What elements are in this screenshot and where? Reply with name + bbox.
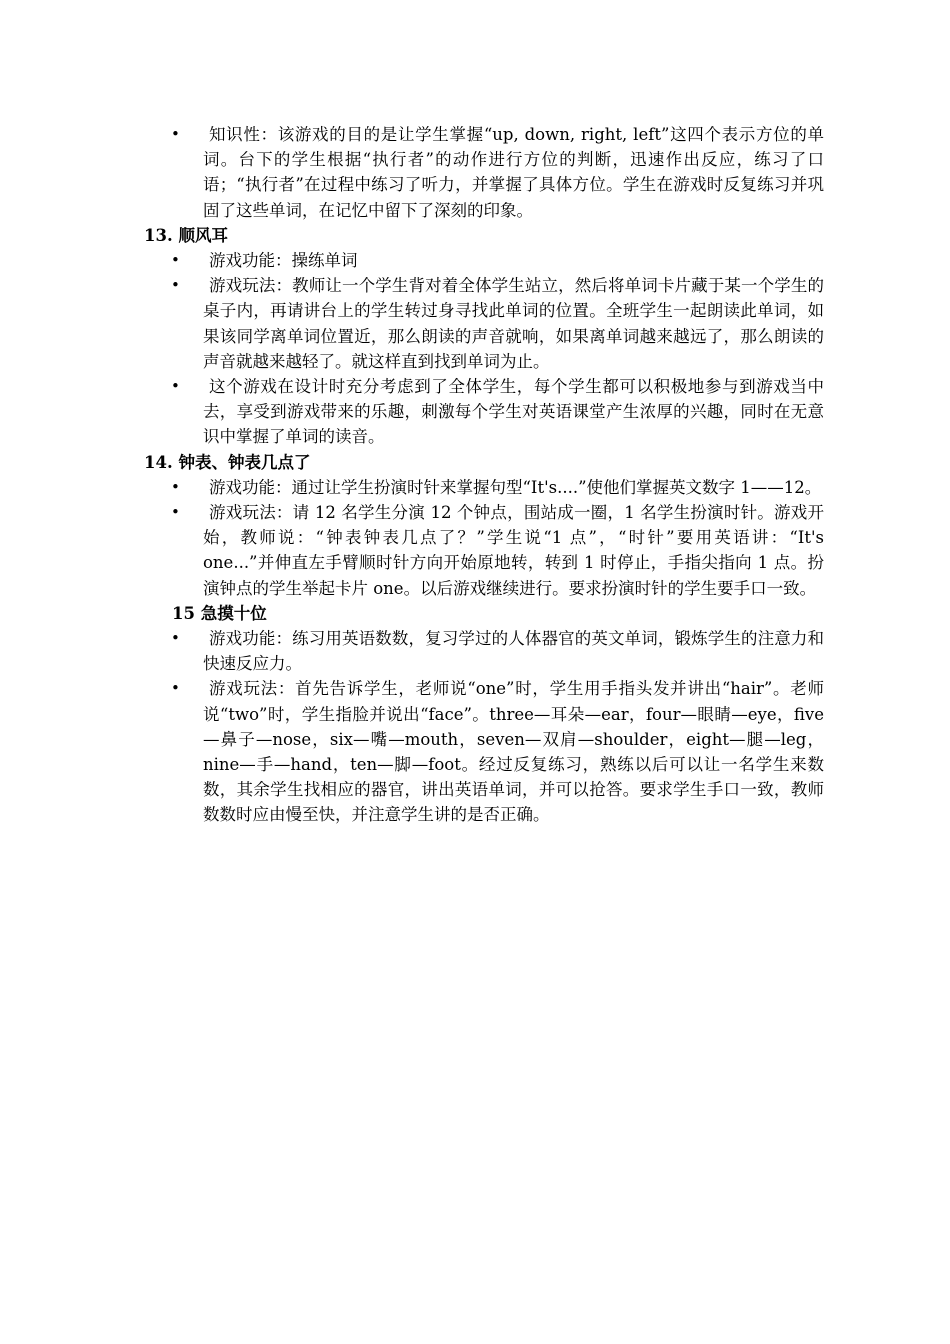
bullet-list bbox=[144, 626, 824, 828]
list-item-text: 这个游戏在设计时充分考虑到了全体学生，每个学生都可以积极地参与到游戏当中去，享受到游戏带来的乐趣，刺激每个学生对英语课堂产生浓厚的兴趣，同时在无意识中掌握了单词的读音。 bbox=[203, 377, 824, 447]
bullet-icon: • bbox=[171, 629, 180, 648]
bullet-list bbox=[144, 248, 824, 450]
list-item-text: 知识性：该游戏的目的是让学生掌握“up, down, right, left”这四个表示方位的单词。台下的学生根据“执行者”的动作进行方位的判断，迅速作出反应，练习了口语；“执行者”在过程中练习了听力，并掌握了具体方位。学生在游戏时反复练习并巩固了这些单词，在记忆中留下了深刻的印象。 bbox=[203, 125, 824, 220]
list-item-text: 游戏功能：操练单词 bbox=[209, 251, 358, 271]
bullet-icon: • bbox=[171, 377, 180, 396]
bullet-icon: • bbox=[171, 276, 180, 295]
document-body bbox=[144, 122, 824, 828]
list-item bbox=[144, 676, 824, 827]
list-item bbox=[144, 475, 824, 500]
list-item bbox=[144, 626, 824, 676]
bullet-icon: • bbox=[171, 477, 180, 496]
list-item bbox=[144, 500, 824, 601]
bullet-icon: • bbox=[171, 125, 180, 143]
section-heading: 13. 顺风耳 bbox=[144, 225, 228, 245]
list-item-text: 游戏功能：练习用英语数数，复习学过的人体器官的英文单词，锻炼学生的注意力和快速反应力。 bbox=[203, 629, 824, 674]
list-item-text: 游戏玩法：请 12 名学生分演 12 个钟点，围站成一圈，1 名学生扮演时针。游戏开始，教师说：“钟表钟表几点了？”学生说“1 点”，“时针”要用英语讲：“It's one...”并伸直左手臂顺时针方向开始原地转，转到 1 时停止，手指尖指向 1 点。扮演钟点的学生举起卡片 one。以后游戏继续进行。要求扮演时针的学生要手口一致。 bbox=[203, 503, 824, 598]
bullet-list bbox=[144, 475, 824, 601]
list-item bbox=[144, 374, 824, 450]
bullet-list bbox=[144, 122, 824, 223]
list-item bbox=[144, 248, 824, 273]
list-item bbox=[144, 273, 824, 374]
list-item-text: 游戏玩法：首先告诉学生，老师说“one”时，学生用手指头发并讲出“hair”。老师说“two”时，学生指脸并说出“face”。three—耳朵—ear，four—眼睛—eye，five—鼻子—nose，six—嘴—mouth，seven—双肩—shoulder，eight—腿—leg，nine—手—hand，ten—脚—foot。经过反复练习，熟练以后可以让一名学生来数数，其余学生找相应的器官，讲出英语单词，并可以抢答。要求学生手口一致，教师数数时应由慢至快，并注意学生讲的是否正确。 bbox=[203, 679, 824, 825]
bullet-icon: • bbox=[171, 503, 180, 522]
list-item-text: 游戏玩法：教师让一个学生背对着全体学生站立，然后将单词卡片藏于某一个学生的桌子内，再请讲台上的学生转过身寻找此单词的位置。全班学生一起朗读此单词，如果该同学离单词位置近，那么朗读的声音就响，如果离单词越来越远了，那么朗读的声音就越来越轻了。就这样直到找到单词为止。 bbox=[203, 276, 824, 371]
section-heading: 15 急摸十位 bbox=[172, 603, 267, 623]
bullet-icon: • bbox=[171, 251, 180, 270]
section-heading: 14. 钟表、钟表几点了 bbox=[144, 452, 311, 472]
list-item bbox=[144, 122, 824, 223]
bullet-icon: • bbox=[171, 679, 180, 698]
list-item-text: 游戏功能：通过让学生扮演时针来掌握句型“It's....”使他们掌握英文数字 1——12。 bbox=[209, 477, 822, 497]
